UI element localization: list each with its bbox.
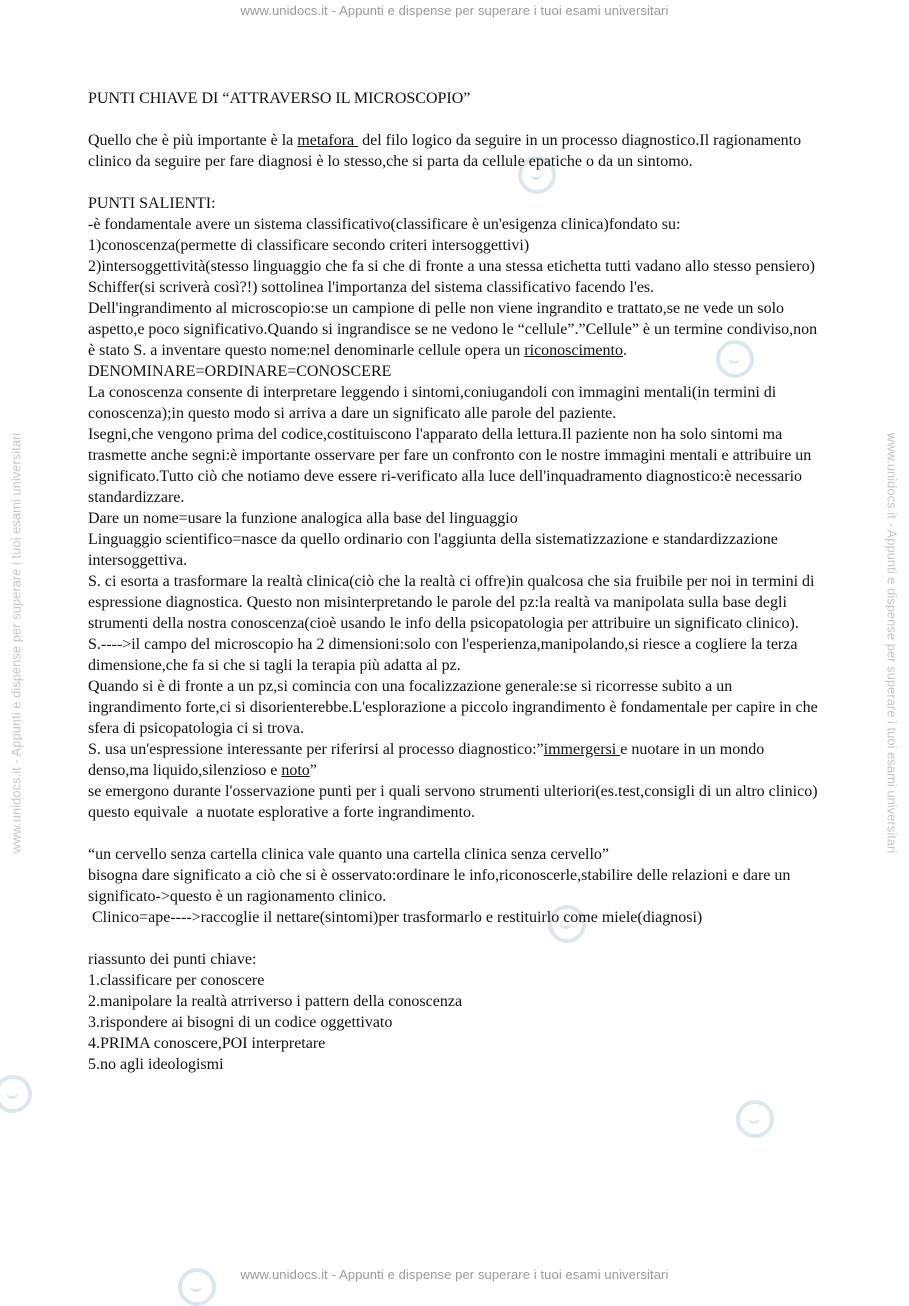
quote: “un cervello senza cartella clinica vale quanto una cartella clinica senza cervello”	[88, 846, 610, 863]
paragraph: DENOMINARE=ORDINARE=CONOSCERE	[88, 363, 392, 380]
underlined-term: metafora	[297, 132, 359, 149]
summary-item: 5.no agli ideologismi	[88, 1056, 224, 1073]
underlined-term: immergersi	[543, 741, 621, 758]
paragraph: Dell'ingrandimento al microscopio:se un campione di pelle non viene ingrandito e trattato,se ne vede un solo aspetto,e poco significativo.Quando si ingrandisce se ne vedono le “cellule”.”Cellule” è un termine condiviso,non è stato S. a inventare questo nome:nel denominarle cellule opera un riconoscimento.	[88, 300, 822, 359]
summary-item: 2.manipolare la realtà atrriverso i pattern della conoscenza	[88, 993, 463, 1010]
paragraph: Quando si è di fronte a un pz,si comincia con una focalizzazione generale:se si ricorresse subito a un ingrandimento forte,ci si disorienterebbe.L'esplorazione a piccolo ingrandimento è fondamentale per capire in che sfera di psicopatologia ci si trova.	[88, 678, 822, 737]
paragraph: La conoscenza consente di interpretare leggendo i sintomi,coniugandoli con immagini mentali(in termini di conoscenza);in questo modo si arriva a dare un significato alle parole del paziente.	[88, 384, 781, 422]
paragraph: S. ci esorta a trasformare la realtà clinica(ciò che la realtà ci offre)in qualcosa che sia fruibile per noi in termini di espressione diagnostica. Questo non misinterpretando le parole del pz:la realtà va manipolata sulla base degli strumenti della nostra conoscenza(cioè usando le info della psicopatologia per attribuire un significato clinico).	[88, 573, 819, 632]
document-title: PUNTI CHIAVE DI “ATTRAVERSO IL MICROSCOPIO”	[88, 90, 471, 107]
paragraph: 1)conoscenza(permette di classificare secondo criteri intersoggettivi)	[88, 237, 530, 254]
paragraph: bisogna dare significato a ciò che si è osservato:ordinare le info,riconoscerle,stabilire delle relazioni e dare un significato->questo è un ragionamento clinico.	[88, 867, 795, 905]
paragraph: Linguaggio scientifico=nasce da quello ordinario con l'aggiunta della sistematizzazione e standardizzazione intersoggettiva.	[88, 531, 782, 569]
summary-heading: riassunto dei punti chiave:	[88, 951, 257, 968]
paragraph: 2)intersoggettività(stesso linguaggio che fa si che di fronte a una stessa etichetta tutti vadano allo stesso pensiero)	[88, 258, 815, 275]
section-heading: PUNTI SALIENTI:	[88, 195, 216, 212]
paragraph: se emergono durante l'osservazione punti per i quali servono strumenti ulteriori(es.test,consigli di un altro clinico) questo equivale a nuotate esplorative a forte ingrandimento.	[88, 783, 822, 821]
summary-item: 4.PRIMA conoscere,POI interpretare	[88, 1035, 326, 1052]
paragraph: Isegni,che vengono prima del codice,costituiscono l'apparato della lettura.Il paziente non ha solo sintomi ma trasmette anche segni:è importante osservare per fare un confronto con le nostre immagini mentali e attribuire un significato.Tutto ciò che notiamo deve essere ri-verificato alla luce dell'inquadramento diagnostico:è necessario standardizzare.	[88, 426, 816, 506]
footer-watermark: www.unidocs.it - Appunti e dispense per superare i tuoi esami universitari	[240, 1267, 669, 1282]
left-side-watermark: www.unidocs.it - Appunti e dispense per superare i tuoi esami universitari	[8, 432, 24, 854]
summary-item: 1.classificare per conoscere	[88, 972, 265, 989]
unidocs-logo-icon	[0, 1075, 32, 1113]
paragraph: Clinico=ape---->raccoglie il nettare(sintomi)per trasformarlo e restituirlo come miele(diagnosi)	[88, 909, 703, 926]
underlined-term: noto	[281, 762, 310, 779]
intro-paragraph: Quello che è più importante è la metafora del filo logico da seguire in un processo diagnostico.Il ragionamento clinico da seguire per fare diagnosi è lo stesso,che si parta da cellule epatiche o da un sintomo.	[88, 132, 806, 170]
paragraph: Schiffer(si scriverà così?!) sottolinea l'importanza del sistema classificativo facendo l'es.	[88, 279, 655, 296]
summary-item: 3.rispondere ai bisogni di un codice oggettivato	[88, 1014, 393, 1031]
header-watermark: www.unidocs.it - Appunti e dispense per superare i tuoi esami universitari	[240, 3, 669, 18]
underlined-term: riconoscimento	[524, 342, 623, 359]
document-body	[88, 88, 828, 1075]
paragraph: Dare un nome=usare la funzione analogica alla base del linguaggio	[88, 510, 518, 527]
paragraph: S. usa un'espressione interessante per riferirsi al processo diagnostico:”immergersi e nuotare in un mondo denso,ma liquido,silenzioso e noto”	[88, 741, 769, 779]
paragraph: -è fondamentale avere un sistema classificativo(classificare è un'esigenza clinica)fondato su:	[88, 216, 681, 233]
paragraph: S.---->il campo del microscopio ha 2 dimensioni:solo con l'esperienza,manipolando,si riesce a cogliere la terza dimensione,che fa si che si tagli la terapia più adatta al pz.	[88, 636, 802, 674]
right-side-watermark: www.unidocs.it - Appunti e dispense per superare i tuoi esami universitari	[884, 432, 900, 854]
unidocs-logo-icon	[736, 1100, 774, 1138]
